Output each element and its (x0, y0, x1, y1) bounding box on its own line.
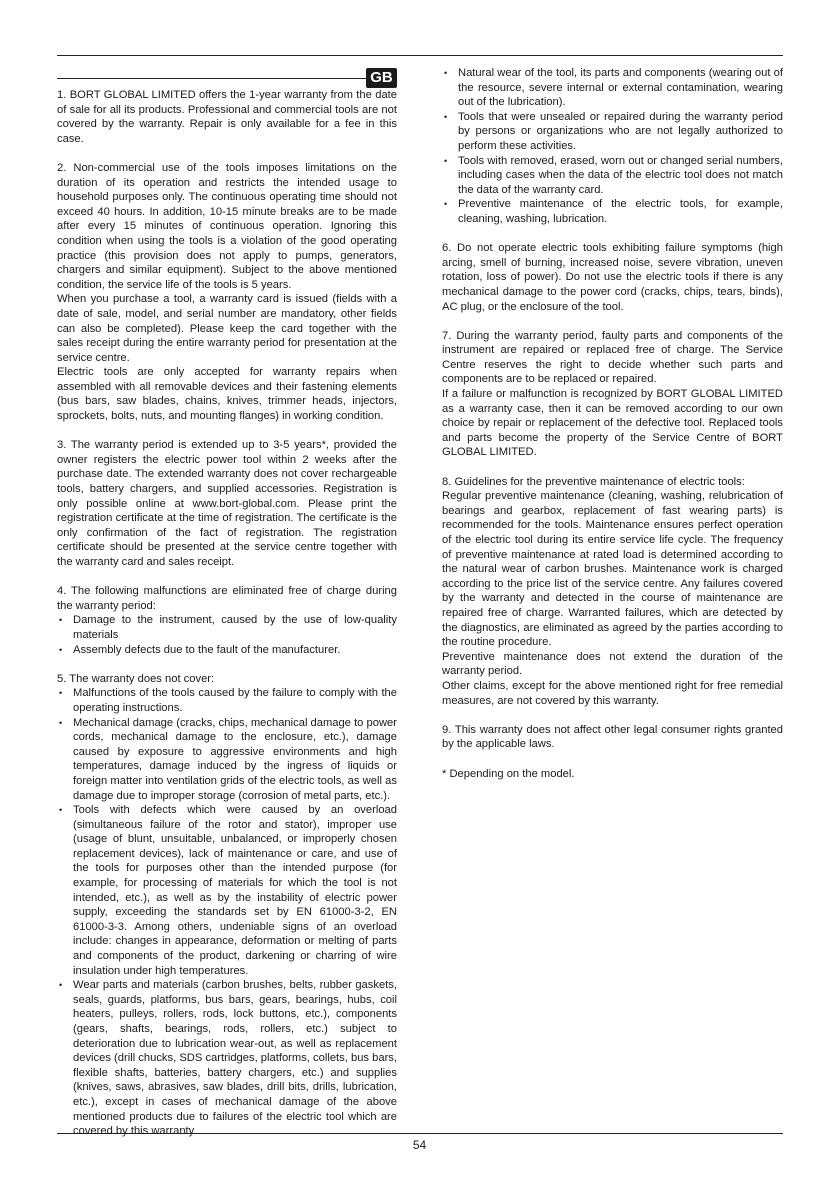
list-5-continued (442, 66, 783, 227)
list-item: • Wear parts and materials (carbon brushes, belts, rubber gaskets, seals, guards, platforms, bus bars, gears, bearings, hubs, coil heaters, pulleys, rollers, rods, lock buttons, etc.), components (gears, shafts, bearings, rods, rollers, etc.) subject to deterioration due to lubrication wear-out, as well as replacement devices (drill chucks, SDS cartridges, platforms, collets, bus bars, flexible shafts, batteries, battery chargers, etc.) and supplies (knives, saws, abrasives, saw blades, drill bits, drills, lubrication, etc.), except in cases of mechanical damage of the above mentioned products due to failures of the electric tool which are covered by this warranty. (57, 978, 397, 1139)
page-number: 54 (412, 1138, 427, 1152)
paragraph-8: 8. Guidelines for the preventive maintenance of electric tools: (442, 475, 745, 488)
list-item: • Assembly defects due to the fault of the manufacturer. (57, 643, 397, 658)
paragraph-4: 4. The following malfunctions are eliminated free of charge during the warranty period: (57, 585, 397, 612)
paragraph-8b: Regular preventive maintenance (cleaning, washing, relubrication of bearings and gearbox, replacement of fast wearing parts) is recommended for the tools. Maintenance ensures perfect operation of the electric tool during its entire service life cycle. The frequency of preventive maintenance at rated load is determined according to the natural wear of carbon brushes. Maintenance work is charged according to the price list of the service centre. Any failures covered by the warranty and detected in the course of maintenance are repaired free of charge. Warranted failures, which are detected by the diagnostics, are eliminated as agreed by the parties according to the routine procedure. (442, 490, 783, 649)
list-item: • Natural wear of the tool, its parts and components (wearing out of the resource, severe internal or external contamination, wearing out of the lubrication). (442, 66, 783, 110)
left-column (57, 88, 397, 1139)
list-4 (57, 613, 397, 657)
section-heading-line (57, 78, 367, 79)
list-item: • Tools with defects which were caused by an overload (simultaneous failure of the rotor and stator), improper use (usage of blunt, unsuitable, unbalanced, or improperly chosen replacement devices), lack of maintenance or care, and use of the tools for purposes other than the intended purpose (for example, for processing of materials for which the tool is not intended, etc.), as well as by the instability of electric power supply, exceeding the standards set by EN 61000-3-2, EN 61000-3-3. Among others, undeniable signs of an overload include: changes in appearance, deformation or melting of parts and components of the product, darkening or charring of wire insulation under high temperatures. (57, 803, 397, 978)
paragraph-7: 7. During the warranty period, faulty parts and components of the instrument are repaired or replaced free of charge. The Service Centre reserves the right to decide whether such parts and components are to be replaced or repaired. (442, 329, 783, 386)
paragraph-7b: If a failure or malfunction is recognized by BORT GLOBAL LIMITED as a warranty case, then it can be removed according to our own choice by repair or replacement of the defective tool. Replaced tools and parts become the property of the Service Centre of BORT GLOBAL LIMITED. (442, 388, 783, 459)
paragraph-9: 9. This warranty does not affect other legal consumer rights granted by the applicable laws. (442, 723, 783, 751)
paragraph-6: 6. Do not operate electric tools exhibiting failure symptoms (high arcing, smell of burning, increased noise, severe vibration, uneven rotation, loss of power). Do not use the electric tools if there is any mechanical damage to the power cord (cracks, chips, tears, binds), AC plug, or the enclosure of the tool. (442, 242, 783, 313)
list-item: • Tools with removed, erased, worn out or changed serial numbers, including cases when the data of the electric tool does not match the data of the warranty card. (442, 154, 783, 198)
bottom-rule (57, 1133, 783, 1134)
list-5 (57, 686, 397, 1138)
list-item: • Mechanical damage (cracks, chips, mechanical damage to power cords, mechanical damage to the enclosure, etc.), damage caused by exposure to aggressive environments and high temperatures, damage induced by the ingress of liquids or foreign matter into ventilation grids of the electric tools, as well as damage due to improper storage (corrosion of metal parts, etc.). (57, 716, 397, 804)
language-badge: GB (366, 68, 397, 88)
footnote: * Depending on the model. (442, 767, 575, 780)
list-item: • Preventive maintenance of the electric tools, for example, cleaning, washing, lubrication. (442, 197, 783, 226)
paragraph-2c: Electric tools are only accepted for warranty repairs when assembled with all removable devices and their fastening elements (bus bars, saw blades, chains, knives, trimmer heads, injectors, sprockets, bolts, nuts, and mounting flanges) in working condition. (57, 366, 397, 423)
list-item: • Malfunctions of the tools caused by the failure to comply with the operating instructions. (57, 686, 397, 715)
right-column (442, 66, 783, 781)
top-rule (57, 55, 783, 56)
paragraph-2: 2. Non-commercial use of the tools imposes limitations on the duration of its operation and restricts the intended usage to household purposes only. The continuous operating time should not exceed 40 hours. In addition, 10-15 minute breaks are to be made after every 15 minutes of continuous operation. Ignoring this condition when using the tools is a violation of the good operating practice (this provision does not apply to pumps, generators, chargers and similar equipment). Subject to the above mentioned condition, the service life of the tools is 5 years. (57, 161, 397, 291)
paragraph-5: 5. The warranty does not cover: (57, 672, 215, 685)
list-item: • Damage to the instrument, caused by the use of low-quality materials (57, 613, 397, 642)
paragraph-1: 1. BORT GLOBAL LIMITED offers the 1-year warranty from the date of sale for all its products. Professional and commercial tools are not covered by the warranty. Repair is only available for a fee in this case. (57, 89, 397, 145)
paragraph-3: 3. The warranty period is extended up to 3-5 years*, provided the owner registers the electric power tool within 2 weeks after the purchase date. The extended warranty does not cover rechargeable tools, battery chargers, and supplied accessories. Registration is only possible online at www.bort-global.com. Please print the registration certificate at the time of registration. The certificate is the only confirmation of the fact of registration. The registration certificate should be presented at the service centre together with the warranty card and sales receipt. (57, 439, 397, 568)
paragraph-8c: Preventive maintenance does not extend the duration of the warranty period. (442, 650, 783, 678)
paragraph-2b: When you purchase a tool, a warranty card is issued (fields with a date of sale, model, and serial number are mandatory, other fields can also be completed). Please keep the card together with the sales receipt during the entire warranty period for presentation at the service centre. (57, 293, 397, 364)
list-item: • Tools that were unsealed or repaired during the warranty period by persons or organizations who are not legally authorized to perform these activities. (442, 110, 783, 154)
paragraph-8d: Other claims, except for the above mentioned right for free remedial measures, are not covered by this warranty. (442, 679, 783, 707)
